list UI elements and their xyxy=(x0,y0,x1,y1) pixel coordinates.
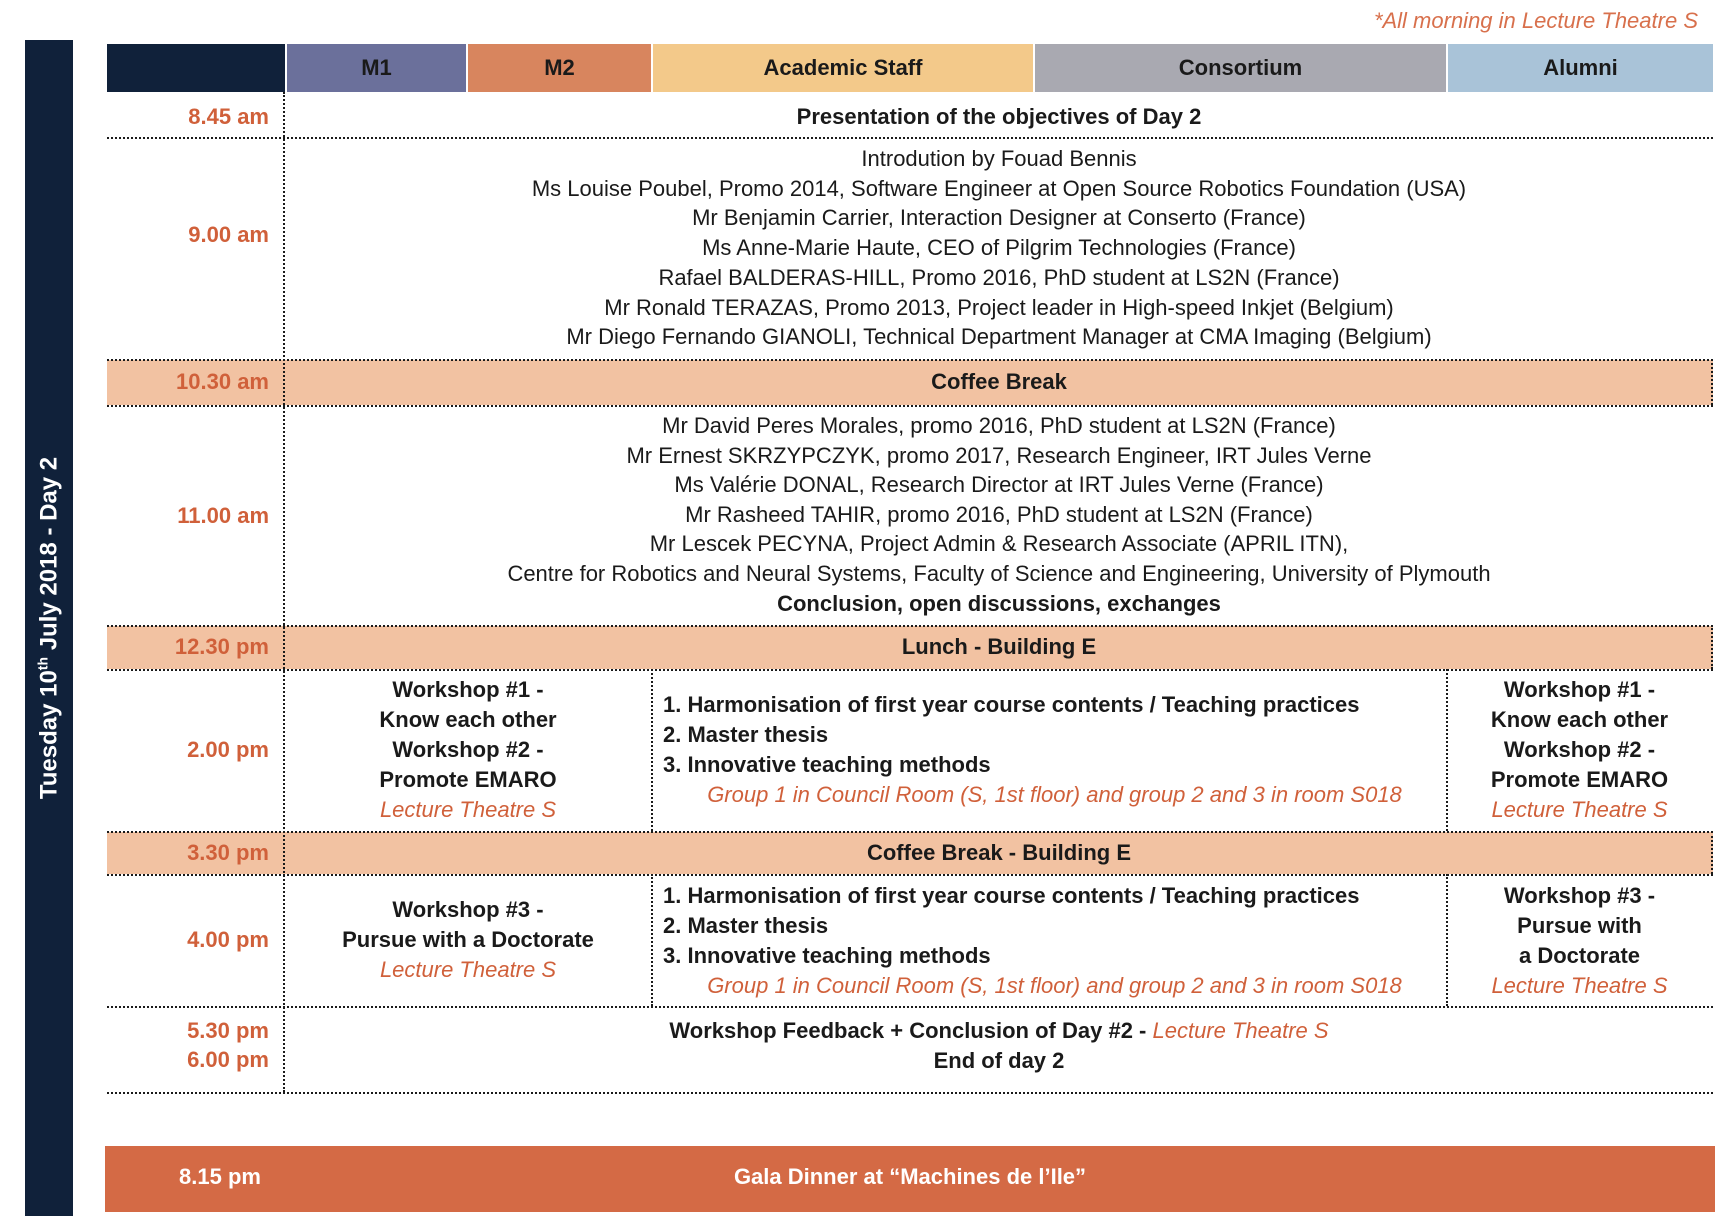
workshop-location: Lecture Theatre S xyxy=(379,797,557,822)
workshop-location: Lecture Theatre S xyxy=(1491,797,1668,822)
workshop-line: Promote EMARO xyxy=(379,767,557,792)
staff-location: Group 1 in Council Room (S, 1st floor) and group 2 and 3 in room S018 xyxy=(707,973,1402,998)
coffee-break-2-title: Coffee Break - Building E xyxy=(866,840,1132,865)
workshop-line: Workshop #1 - xyxy=(1503,677,1656,702)
row-divider xyxy=(107,1092,1713,1094)
speaker-line: Ms Anne-Marie Haute, CEO of Pilgrim Technologies (France) xyxy=(702,235,1296,261)
row-divider xyxy=(107,625,1713,627)
feedback-line xyxy=(285,1016,1713,1046)
time-600: 6.00 pm xyxy=(187,1047,269,1072)
workshop-line: Promote EMARO xyxy=(1490,767,1669,792)
staff-topic: 2. Master thesis xyxy=(663,913,829,938)
staff-workshops-afternoon xyxy=(663,690,1446,810)
gala-title: Gala Dinner at “Machines de l’Ile” xyxy=(733,1164,1087,1189)
staff-topic: 3. Innovative teaching methods xyxy=(663,943,991,968)
workshop-line: Workshop #2 - xyxy=(392,737,544,762)
time-845: 8.45 am xyxy=(188,104,269,129)
speaker-line: Centre for Robotics and Neural Systems, Faculty of Science and Engineering, University of Plymouth xyxy=(507,560,1491,586)
speaker-line: Mr Ronald TERAZAS, Promo 2013, Project leader in High-speed Inkjet (Belgium) xyxy=(604,294,1394,320)
time-1030: 10.30 am xyxy=(176,369,269,394)
students-workshops-afternoon xyxy=(285,675,651,825)
workshop-line: Pursue with xyxy=(1517,913,1642,938)
time-200: 2.00 pm xyxy=(187,737,269,762)
workshop-location: Lecture Theatre S xyxy=(1491,973,1668,998)
time-1100: 11.00 am xyxy=(177,503,269,528)
workshop-location: Lecture Theatre S xyxy=(379,957,557,982)
workshop-line: Know each other xyxy=(1490,707,1669,732)
speaker-line: Mr Lescek PECYNA, Project Admin & Research Associate (APRIL ITN), xyxy=(649,531,1349,557)
staff-topic: 1. Harmonisation of first year course contents / Teaching practices xyxy=(663,692,1360,717)
speaker-line: Mr Diego Fernando GIANOLI, Technical Department Manager at CMA Imaging (Belgium) xyxy=(566,324,1432,350)
column-divider xyxy=(651,669,653,831)
workshop-line: Workshop #3 - xyxy=(392,897,544,922)
gala-time: 8.15 pm xyxy=(179,1164,261,1189)
alumni-workshops-late xyxy=(1446,881,1713,1001)
time-900: 9.00 am xyxy=(188,222,269,247)
time-530: 5.30 pm xyxy=(187,1018,269,1043)
speaker-line: Mr David Peres Morales, promo 2016, PhD student at LS2N (France) xyxy=(662,413,1336,438)
time-330: 3.30 pm xyxy=(187,840,269,865)
objectives-title: Presentation of the objectives of Day 2 xyxy=(796,104,1202,129)
column-divider xyxy=(651,874,653,1006)
staff-location: Group 1 in Council Room (S, 1st floor) and group 2 and 3 in room S018 xyxy=(707,782,1402,807)
end-of-day: End of day 2 xyxy=(933,1048,1065,1073)
staff-topic: 1. Harmonisation of first year course contents / Teaching practices xyxy=(663,883,1360,908)
workshop-line: Workshop #1 - xyxy=(392,677,544,702)
speaker-line: Ms Louise Poubel, Promo 2014, Software Engineer at Open Source Robotics Foundation (USA) xyxy=(531,175,1467,201)
feedback-title: Workshop Feedback + Conclusion of Day #2 - xyxy=(669,1018,1153,1043)
speaker-line: Mr Rasheed TAHIR, promo 2016, PhD student at LS2N (France) xyxy=(685,501,1313,527)
speaker-line: Rafael BALDERAS-HILL, Promo 2016, PhD student at LS2N (France) xyxy=(658,264,1340,290)
staff-workshops-late xyxy=(663,881,1446,1001)
header-academic-staff: Academic Staff xyxy=(651,44,1033,92)
speaker-line: Mr Ernest SKRZYPCZYK, promo 2017, Research Engineer, IRT Jules Verne xyxy=(626,442,1372,468)
row-divider xyxy=(107,359,1713,361)
time-1230: 12.30 pm xyxy=(174,634,269,659)
row-divider xyxy=(107,1006,1713,1008)
row-divider xyxy=(107,874,1713,876)
coffee-break-title: Coffee Break xyxy=(931,369,1067,394)
header-m2: M2 xyxy=(466,44,651,92)
workshop-line: Know each other xyxy=(379,707,557,732)
speakers-late-morning xyxy=(285,411,1713,618)
speaker-line: Ms Valérie DONAL, Research Director at IRT Jules Verne (France) xyxy=(674,472,1324,498)
conclusion-line: Conclusion, open discussions, exchanges xyxy=(777,590,1221,616)
workshop-line: Workshop #2 - xyxy=(1503,737,1656,762)
workshop-line: Pursue with a Doctorate xyxy=(342,927,594,952)
students-workshops-late xyxy=(285,895,651,985)
day-title: Tuesday 10th July 2018 - Day 2 xyxy=(34,456,63,800)
speakers-morning xyxy=(285,144,1713,352)
header-consortium: Consortium xyxy=(1033,44,1446,92)
header-corner xyxy=(107,44,285,92)
speaker-line: Introdution by Fouad Bennis xyxy=(861,146,1137,171)
lunch-title: Lunch - Building E xyxy=(901,634,1097,659)
workshop-line: Workshop #3 - xyxy=(1503,883,1656,908)
feedback-location: Lecture Theatre S xyxy=(1152,1018,1329,1043)
staff-topic: 2. Master thesis xyxy=(663,722,829,747)
time-400: 4.00 pm xyxy=(187,927,269,952)
staff-topic: 3. Innovative teaching methods xyxy=(663,752,991,777)
row-divider xyxy=(107,669,1713,671)
row-divider xyxy=(107,405,1713,407)
feedback-block xyxy=(285,1016,1713,1076)
workshop-line: a Doctorate xyxy=(1518,943,1641,968)
header-alumni: Alumni xyxy=(1446,44,1713,92)
alumni-workshops-afternoon xyxy=(1446,675,1713,825)
header-m1: M1 xyxy=(285,44,466,92)
row-divider xyxy=(107,831,1713,833)
speaker-line: Mr Benjamin Carrier, Interaction Designer at Conserto (France) xyxy=(692,205,1306,231)
row-divider xyxy=(107,137,1713,139)
all-morning-note: *All morning in Lecture Theatre S xyxy=(1373,8,1698,33)
